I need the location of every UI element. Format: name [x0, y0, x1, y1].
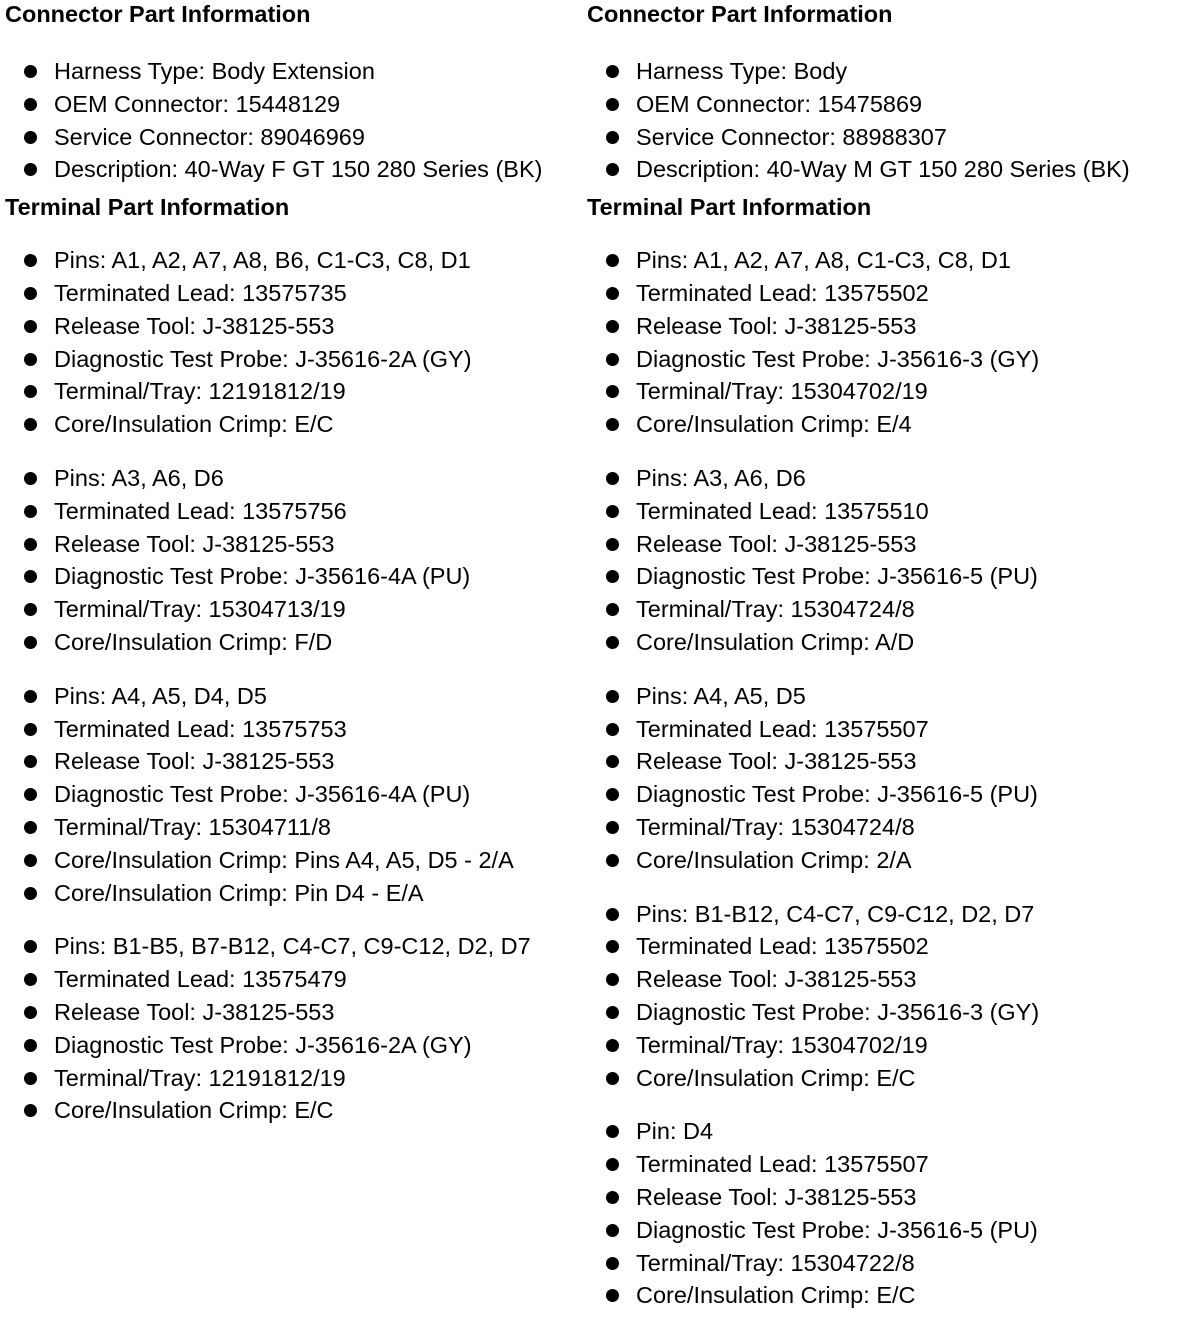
bullet-icon [606, 570, 619, 583]
bullet-icon [24, 940, 37, 953]
bullet-icon [606, 854, 619, 867]
list-item-text: Terminated Lead: 13575507 [636, 1151, 929, 1178]
list-item-text: Terminated Lead: 13575735 [54, 279, 347, 306]
bullet-icon [606, 1191, 619, 1204]
list-item [5, 121, 580, 154]
bullet-icon [24, 385, 37, 398]
list-item [587, 88, 1177, 121]
list-item [587, 1062, 1177, 1095]
list-item [5, 930, 580, 963]
list-item [587, 778, 1177, 811]
list-item-text: Pins: A3, A6, D6 [54, 464, 224, 491]
bullet-icon [606, 1158, 619, 1171]
list-item [5, 375, 580, 408]
list-item-text: Terminated Lead: 13575756 [54, 497, 347, 524]
list-item [5, 1094, 580, 1127]
bullet-icon [606, 385, 619, 398]
list-item [587, 1279, 1177, 1312]
list-item-text: Core/Insulation Crimp: E/C [54, 411, 334, 438]
list-item-text: Pins: A4, A5, D4, D5 [54, 682, 267, 709]
list-item [587, 713, 1177, 746]
list-item [587, 593, 1177, 626]
connector-part-heading: Connector Part Information [587, 1, 893, 27]
left-column [5, 0, 580, 1127]
terminal-groups [5, 244, 580, 1127]
list-item-text: Description: 40-Way M GT 150 280 Series (BK) [636, 156, 1130, 183]
list-item-text: Diagnostic Test Probe: J-35616-4A (PU) [54, 781, 471, 808]
list-item-text: Terminated Lead: 13575510 [636, 497, 929, 524]
list-item-text: Service Connector: 88988307 [636, 123, 947, 150]
list-item-text: Diagnostic Test Probe: J-35616-2A (GY) [54, 1031, 472, 1058]
bullet-icon [24, 690, 37, 703]
list-item-text: Diagnostic Test Probe: J-35616-5 (PU) [636, 563, 1038, 590]
list-item-text: Pins: A1, A2, A7, A8, C1-C3, C8, D1 [636, 247, 1011, 274]
bullet-icon [24, 1072, 37, 1085]
list-item [587, 898, 1177, 931]
bullet-icon [24, 973, 37, 986]
list-item-text: Release Tool: J-38125-553 [636, 1183, 917, 1210]
list-item-text: Core/Insulation Crimp: E/4 [636, 411, 912, 438]
list-item [5, 408, 580, 441]
terminal-group [587, 680, 1177, 877]
list-item [5, 495, 580, 528]
list-item [587, 963, 1177, 996]
list-item [5, 1062, 580, 1095]
list-item [5, 560, 580, 593]
bullet-icon [606, 1125, 619, 1138]
bullet-icon [24, 603, 37, 616]
list-item-text: Core/Insulation Crimp: 2/A [636, 846, 912, 873]
terminal-group [587, 462, 1177, 659]
bullet-icon [24, 131, 37, 144]
list-item-text: Release Tool: J-38125-553 [636, 312, 917, 339]
bullet-icon [606, 908, 619, 921]
list-item [587, 343, 1177, 376]
terminal-group [5, 680, 580, 910]
bullet-icon [24, 1104, 37, 1117]
bullet-icon [606, 353, 619, 366]
list-item-text: Terminal/Tray: 15304724/8 [636, 813, 915, 840]
terminal-group [587, 244, 1177, 441]
bullet-icon [606, 755, 619, 768]
terminal-group [5, 462, 580, 659]
bullet-icon [24, 1039, 37, 1052]
list-item-text: Release Tool: J-38125-553 [54, 530, 335, 557]
list-item [587, 996, 1177, 1029]
list-item [5, 153, 580, 186]
list-item [5, 626, 580, 659]
list-item-text: Release Tool: J-38125-553 [54, 998, 335, 1025]
list-item-text: Release Tool: J-38125-553 [636, 530, 917, 557]
bullet-icon [606, 163, 619, 176]
list-item [587, 55, 1177, 88]
list-item-text: Pin: D4 [636, 1118, 714, 1145]
list-item [587, 1115, 1177, 1148]
list-item [587, 153, 1177, 186]
list-item [587, 375, 1177, 408]
list-item-text: Release Tool: J-38125-553 [54, 748, 335, 775]
bullet-icon [606, 505, 619, 518]
list-item-text: Pins: A3, A6, D6 [636, 464, 806, 491]
list-item [587, 462, 1177, 495]
list-item [587, 560, 1177, 593]
connector-part-heading: Connector Part Information [5, 1, 311, 27]
bullet-icon [606, 603, 619, 616]
list-item [5, 963, 580, 996]
list-item [587, 745, 1177, 778]
list-item-text: Diagnostic Test Probe: J-35616-3 (GY) [636, 345, 1040, 372]
bullet-icon [606, 821, 619, 834]
list-item-text: Diagnostic Test Probe: J-35616-5 (PU) [636, 781, 1038, 808]
list-item [5, 593, 580, 626]
list-item [5, 745, 580, 778]
list-item-text: Core/Insulation Crimp: E/C [636, 1064, 916, 1091]
list-item [587, 408, 1177, 441]
list-item [5, 680, 580, 713]
bullet-icon [606, 1257, 619, 1270]
bullet-icon [24, 755, 37, 768]
connector-info-list [587, 55, 1177, 186]
list-item-text: Core/Insulation Crimp: Pin D4 - E/A [54, 879, 424, 906]
bullet-icon [24, 854, 37, 867]
list-item [5, 844, 580, 877]
list-item-text: Release Tool: J-38125-553 [636, 966, 917, 993]
bullet-icon [24, 98, 37, 111]
list-item [587, 930, 1177, 963]
bullet-icon [24, 65, 37, 78]
terminal-part-heading: Terminal Part Information [5, 194, 290, 221]
terminal-groups [587, 244, 1177, 1312]
bullet-icon [24, 163, 37, 176]
bullet-icon [24, 505, 37, 518]
bullet-icon [606, 98, 619, 111]
bullet-icon [606, 65, 619, 78]
list-item [5, 877, 580, 910]
list-item [587, 244, 1177, 277]
list-item [5, 310, 580, 343]
list-item-text: Diagnostic Test Probe: J-35616-2A (GY) [54, 345, 472, 372]
bullet-icon [606, 723, 619, 736]
list-item [5, 462, 580, 495]
bullet-icon [606, 287, 619, 300]
list-item [587, 626, 1177, 659]
list-item-text: Pins: B1-B12, C4-C7, C9-C12, D2, D7 [636, 900, 1035, 927]
list-item-text: Core/Insulation Crimp: A/D [636, 628, 915, 655]
terminal-group [5, 244, 580, 441]
list-item-text: Core/Insulation Crimp: E/C [54, 1097, 334, 1124]
terminal-group [587, 1115, 1177, 1312]
list-item-text: Core/Insulation Crimp: E/C [636, 1282, 916, 1309]
bullet-icon [24, 887, 37, 900]
list-item [587, 1029, 1177, 1062]
list-item-text: Terminal/Tray: 12191812/19 [54, 1064, 346, 1091]
list-item [587, 121, 1177, 154]
list-item-text: Terminated Lead: 13575507 [636, 715, 929, 742]
bullet-icon [606, 973, 619, 986]
list-item [5, 55, 580, 88]
bullet-icon [606, 254, 619, 267]
list-item-text: OEM Connector: 15448129 [54, 90, 341, 117]
list-item-text: Core/Insulation Crimp: Pins A4, A5, D5 - 2/A [54, 846, 514, 873]
bullet-icon [606, 636, 619, 649]
list-item-text: Description: 40-Way F GT 150 280 Series (BK) [54, 156, 543, 183]
bullet-icon [24, 418, 37, 431]
list-item [5, 244, 580, 277]
connector-info-list [5, 55, 580, 186]
list-item-text: OEM Connector: 15475869 [636, 90, 923, 117]
list-item-text: Terminal/Tray: 15304702/19 [636, 1031, 928, 1058]
bullet-icon [606, 1072, 619, 1085]
list-item-text: Harness Type: Body Extension [54, 58, 375, 84]
list-item-text: Service Connector: 89046969 [54, 123, 365, 150]
bullet-icon [606, 1289, 619, 1302]
bullet-icon [24, 538, 37, 551]
terminal-part-heading: Terminal Part Information [587, 194, 872, 221]
list-item-text: Pins: B1-B5, B7-B12, C4-C7, C9-C12, D2, D7 [54, 933, 531, 960]
bullet-icon [24, 1006, 37, 1019]
list-item-text: Terminated Lead: 13575479 [54, 966, 347, 993]
list-item-text: Harness Type: Body [636, 58, 848, 84]
bullet-icon [24, 472, 37, 485]
list-item [5, 88, 580, 121]
bullet-icon [606, 1006, 619, 1019]
bullet-icon [606, 418, 619, 431]
list-item [5, 778, 580, 811]
bullet-icon [606, 320, 619, 333]
bullet-icon [606, 472, 619, 485]
list-item-text: Terminated Lead: 13575753 [54, 715, 347, 742]
bullet-icon [606, 1224, 619, 1237]
list-item [587, 528, 1177, 561]
bullet-icon [606, 1039, 619, 1052]
bullet-icon [606, 940, 619, 953]
list-item [587, 310, 1177, 343]
list-item-text: Diagnostic Test Probe: J-35616-4A (PU) [54, 563, 471, 590]
bullet-icon [606, 788, 619, 801]
list-item-text: Terminal/Tray: 15304722/8 [636, 1249, 915, 1276]
list-item [587, 844, 1177, 877]
terminal-group [587, 898, 1177, 1095]
list-item [587, 277, 1177, 310]
list-item [587, 1247, 1177, 1280]
list-item-text: Terminated Lead: 13575502 [636, 279, 929, 306]
bullet-icon [24, 570, 37, 583]
bullet-icon [24, 320, 37, 333]
terminal-group [5, 930, 580, 1127]
bullet-icon [24, 636, 37, 649]
list-item [587, 495, 1177, 528]
list-item [587, 811, 1177, 844]
list-item [587, 1181, 1177, 1214]
list-item-text: Release Tool: J-38125-553 [636, 748, 917, 775]
right-column [587, 0, 1177, 1312]
list-item [587, 680, 1177, 713]
list-item [5, 1029, 580, 1062]
list-item [5, 996, 580, 1029]
bullet-icon [24, 821, 37, 834]
list-item-text: Core/Insulation Crimp: F/D [54, 628, 333, 655]
list-item [5, 343, 580, 376]
bullet-icon [24, 287, 37, 300]
list-item-text: Release Tool: J-38125-553 [54, 312, 335, 339]
list-item-text: Terminal/Tray: 15304711/8 [54, 813, 331, 840]
list-item-text: Terminal/Tray: 15304724/8 [636, 596, 915, 623]
bullet-icon [24, 723, 37, 736]
list-item-text: Terminal/Tray: 15304713/19 [54, 596, 346, 623]
bullet-icon [24, 254, 37, 267]
list-item-text: Pins: A1, A2, A7, A8, B6, C1-C3, C8, D1 [54, 247, 471, 274]
list-item [5, 277, 580, 310]
list-item [5, 713, 580, 746]
list-item [587, 1148, 1177, 1181]
list-item [5, 528, 580, 561]
list-item-text: Terminated Lead: 13575502 [636, 933, 929, 960]
list-item-text: Terminal/Tray: 15304702/19 [636, 378, 928, 405]
list-item-text: Diagnostic Test Probe: J-35616-5 (PU) [636, 1216, 1038, 1243]
list-item-text: Diagnostic Test Probe: J-35616-3 (GY) [636, 998, 1040, 1025]
bullet-icon [24, 788, 37, 801]
list-item [5, 811, 580, 844]
bullet-icon [606, 690, 619, 703]
bullet-icon [24, 353, 37, 366]
bullet-icon [606, 538, 619, 551]
bullet-icon [606, 131, 619, 144]
list-item-text: Terminal/Tray: 12191812/19 [54, 378, 346, 405]
list-item-text: Pins: A4, A5, D5 [636, 682, 806, 709]
list-item [587, 1214, 1177, 1247]
